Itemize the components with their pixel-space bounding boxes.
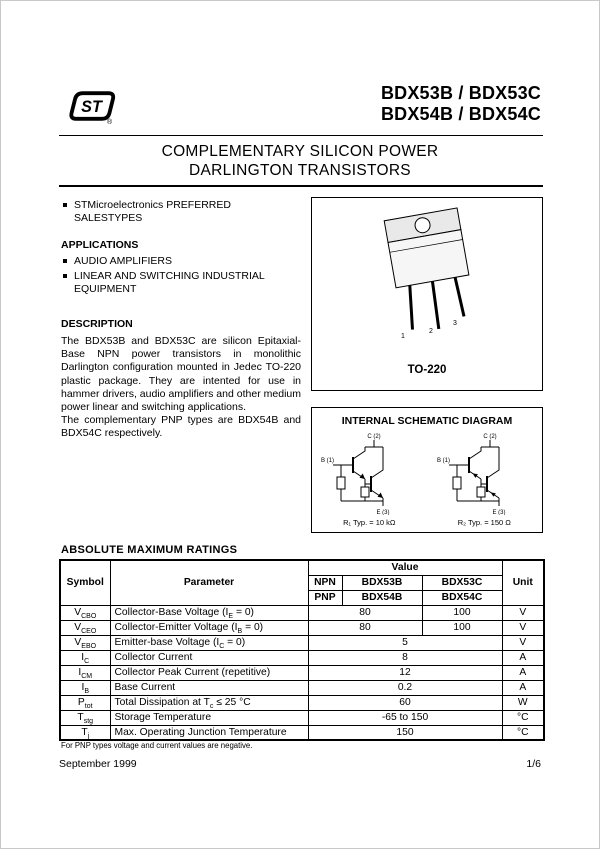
- abs-max-ratings-table: [59, 559, 545, 741]
- value-cell: 150: [308, 725, 502, 740]
- to220-package-drawing: [337, 202, 517, 342]
- parameter-cell: [110, 605, 308, 620]
- svg-text:B (1): B (1): [437, 458, 451, 464]
- pin-1-label: 1: [401, 333, 405, 340]
- parameter-cell: [110, 665, 308, 680]
- svg-text:C (2): C (2): [483, 434, 497, 440]
- parameter-post: = 0): [242, 622, 264, 633]
- internal-schematic-box: [311, 407, 543, 533]
- parameter-pre: Collector Current: [114, 652, 193, 663]
- preferred-salestypes-text: STMicroelectronics PREFERRED SALESTYPES: [74, 199, 231, 224]
- abs-max-ratings-heading: ABSOLUTE MAXIMUM RATINGS: [61, 544, 238, 556]
- unit-cell: V: [502, 620, 544, 635]
- schematic-box-title: INTERNAL SCHEMATIC DIAGRAM: [341, 415, 513, 427]
- parameter-post: = 0): [233, 607, 254, 618]
- unit-cell: °C: [502, 710, 544, 725]
- table-row: [60, 725, 544, 740]
- parameter-pre: Max. Operating Junction Temperature: [114, 726, 287, 738]
- pin-2-label: 2: [429, 328, 433, 335]
- parameter-pre: Storage Temperature: [114, 712, 212, 723]
- col-header-parameter: Parameter: [110, 560, 308, 605]
- title-line-2: BDX54B / BDX54C: [380, 104, 541, 124]
- parameter-sub: E: [228, 613, 234, 621]
- symbol-sub: C: [84, 658, 90, 666]
- parameter-pre: Total Dissipation at T: [114, 697, 210, 708]
- symbol-cell: [60, 605, 110, 620]
- unit-cell: A: [502, 650, 544, 665]
- table-header-row: [60, 560, 544, 575]
- col-header-unit: Unit: [502, 560, 544, 605]
- table-row: [60, 635, 544, 650]
- symbol-cell: [60, 725, 110, 740]
- schematic-diagrams: [312, 429, 542, 515]
- symbol-cell: [60, 620, 110, 635]
- parameter-pre: Base Current: [114, 682, 176, 693]
- parameter-post: = 0): [224, 637, 246, 648]
- symbol-sub: EBO: [81, 643, 97, 651]
- symbol-base: V: [74, 637, 82, 648]
- npn-type-2: BDX53C: [422, 575, 502, 590]
- parameter-pre: Collector Peak Current (repetitive): [114, 667, 271, 678]
- preferred-salestypes-item: [61, 199, 301, 225]
- bullet-icon: [63, 259, 67, 263]
- symbol-base: I: [78, 667, 82, 678]
- parameter-sub: C: [219, 643, 225, 651]
- bullet-icon: [63, 274, 67, 278]
- symbol-cell: [60, 710, 110, 725]
- symbol-cell: [60, 635, 110, 650]
- value-cell: 12: [308, 665, 502, 680]
- parameter-post: ≤ 25 °C: [213, 697, 251, 708]
- symbol-sub: stg: [83, 718, 94, 726]
- symbol-sub: CBO: [81, 613, 97, 621]
- subtitle-rule: [59, 185, 543, 187]
- application-item: [61, 270, 301, 296]
- unit-cell: °C: [502, 725, 544, 740]
- pnp-darlington-schematic: [435, 429, 535, 515]
- symbol-sub: tot: [84, 703, 93, 711]
- symbol-base: I: [81, 652, 85, 663]
- symbol-sub: CM: [81, 673, 93, 681]
- value-cell: -65 to 150: [308, 710, 502, 725]
- parameter-pre: Collector-Base Voltage (I: [114, 607, 229, 618]
- value-cell: 80: [308, 620, 422, 635]
- value-cell: 100: [422, 620, 502, 635]
- svg-text:ST: ST: [81, 97, 102, 116]
- table-row: [60, 695, 544, 710]
- r1-typ-label: R₁ Typ. = 10 kΩ: [343, 518, 396, 527]
- table-row: [60, 680, 544, 695]
- header-rule: [59, 135, 543, 136]
- parameter-cell: [110, 680, 308, 695]
- table-footnote: For PNP types voltage and current values are negative.: [61, 741, 253, 750]
- npn-type-1: BDX53B: [342, 575, 422, 590]
- value-cell: 0.2: [308, 680, 502, 695]
- symbol-sub: j: [87, 732, 90, 740]
- package-box: [311, 197, 543, 391]
- symbol-cell: [60, 650, 110, 665]
- symbol-base: V: [74, 607, 82, 618]
- symbol-base: I: [81, 682, 85, 693]
- title-line-1: BDX53B / BDX53C: [380, 83, 541, 103]
- unit-cell: V: [502, 635, 544, 650]
- parameter-cell: [110, 710, 308, 725]
- resistor-labels: [312, 518, 542, 527]
- application-item-text: LINEAR AND SWITCHING INDUSTRIAL EQUIPMENT: [74, 270, 265, 295]
- symbol-cell: [60, 665, 110, 680]
- value-cell: 8: [308, 650, 502, 665]
- left-column: [61, 199, 301, 441]
- description-paragraph-2: The complementary PNP types are BDX54B and BDX54C respectively.: [61, 414, 301, 440]
- parameter-cell: [110, 725, 308, 740]
- table-row: [60, 650, 544, 665]
- symbol-sub: B: [84, 688, 90, 696]
- subtitle-line-1: COMPLEMENTARY SILICON POWER: [161, 143, 439, 160]
- symbol-base: P: [77, 697, 85, 708]
- description-heading: DESCRIPTION: [61, 318, 133, 330]
- svg-text:C (2): C (2): [367, 434, 381, 440]
- table-row: [60, 605, 544, 620]
- abs-max-ratings-table-wrap: [59, 559, 543, 741]
- unit-cell: A: [502, 665, 544, 680]
- pnp-type-2: BDX54C: [422, 590, 502, 605]
- value-cell: 60: [308, 695, 502, 710]
- bullet-icon: [63, 203, 67, 207]
- parameter-pre: Collector-Emitter Voltage (I: [114, 622, 238, 633]
- application-item: [61, 255, 301, 268]
- pnp-label: PNP: [308, 590, 342, 605]
- col-header-value: Value: [308, 560, 502, 575]
- description-paragraph-1: The BDX53B and BDX53C are silicon Epitaxial-Base NPN power transistors in monolithic Darlington configuration mounted in Jedec TO-220 plastic package. They are intented for use in hammer drivers, audio amplifiers and other medium power linear and switching applications.: [61, 335, 301, 414]
- parameter-cell: [110, 620, 308, 635]
- value-cell: 80: [308, 605, 422, 620]
- value-cell: 5: [308, 635, 502, 650]
- unit-cell: A: [502, 680, 544, 695]
- footer-page-number: 1/6: [526, 758, 541, 770]
- svg-text:E (3): E (3): [492, 510, 506, 515]
- table-row: [60, 710, 544, 725]
- symbol-cell: [60, 695, 110, 710]
- unit-cell: V: [502, 605, 544, 620]
- npn-label: NPN: [308, 575, 342, 590]
- symbol-base: T: [77, 712, 84, 723]
- registered-mark: ®: [107, 119, 113, 126]
- parameter-sub: B: [237, 628, 243, 636]
- table-row: [60, 665, 544, 680]
- r2-typ-label: R₂ Typ. = 150 Ω: [457, 518, 511, 527]
- parameter-cell: [110, 635, 308, 650]
- svg-text:B (1): B (1): [321, 458, 335, 464]
- symbol-cell: [60, 680, 110, 695]
- symbol-base: V: [74, 622, 82, 633]
- symbol-base: T: [81, 726, 88, 738]
- package-caption: TO-220: [407, 364, 447, 376]
- page-subtitle: [1, 142, 599, 180]
- npn-darlington-schematic: [319, 429, 419, 515]
- part-number-title: [381, 83, 541, 125]
- col-header-symbol: Symbol: [60, 560, 110, 605]
- parameter-sub: c: [209, 703, 214, 711]
- subtitle-line-2: DARLINGTON TRANSISTORS: [189, 162, 411, 179]
- footer-date: September 1999: [59, 758, 137, 770]
- parameter-cell: [110, 695, 308, 710]
- pnp-type-1: BDX54B: [342, 590, 422, 605]
- symbol-sub: CEO: [81, 628, 97, 636]
- application-item-text: AUDIO AMPLIFIERS: [74, 255, 173, 267]
- svg-text:E (3): E (3): [376, 510, 390, 515]
- parameter-pre: Emitter-base Voltage (I: [114, 637, 220, 648]
- pin-3-label: 3: [453, 320, 457, 327]
- value-cell: 100: [422, 605, 502, 620]
- table-row: [60, 620, 544, 635]
- unit-cell: W: [502, 695, 544, 710]
- parameter-cell: [110, 650, 308, 665]
- applications-heading: APPLICATIONS: [61, 239, 139, 251]
